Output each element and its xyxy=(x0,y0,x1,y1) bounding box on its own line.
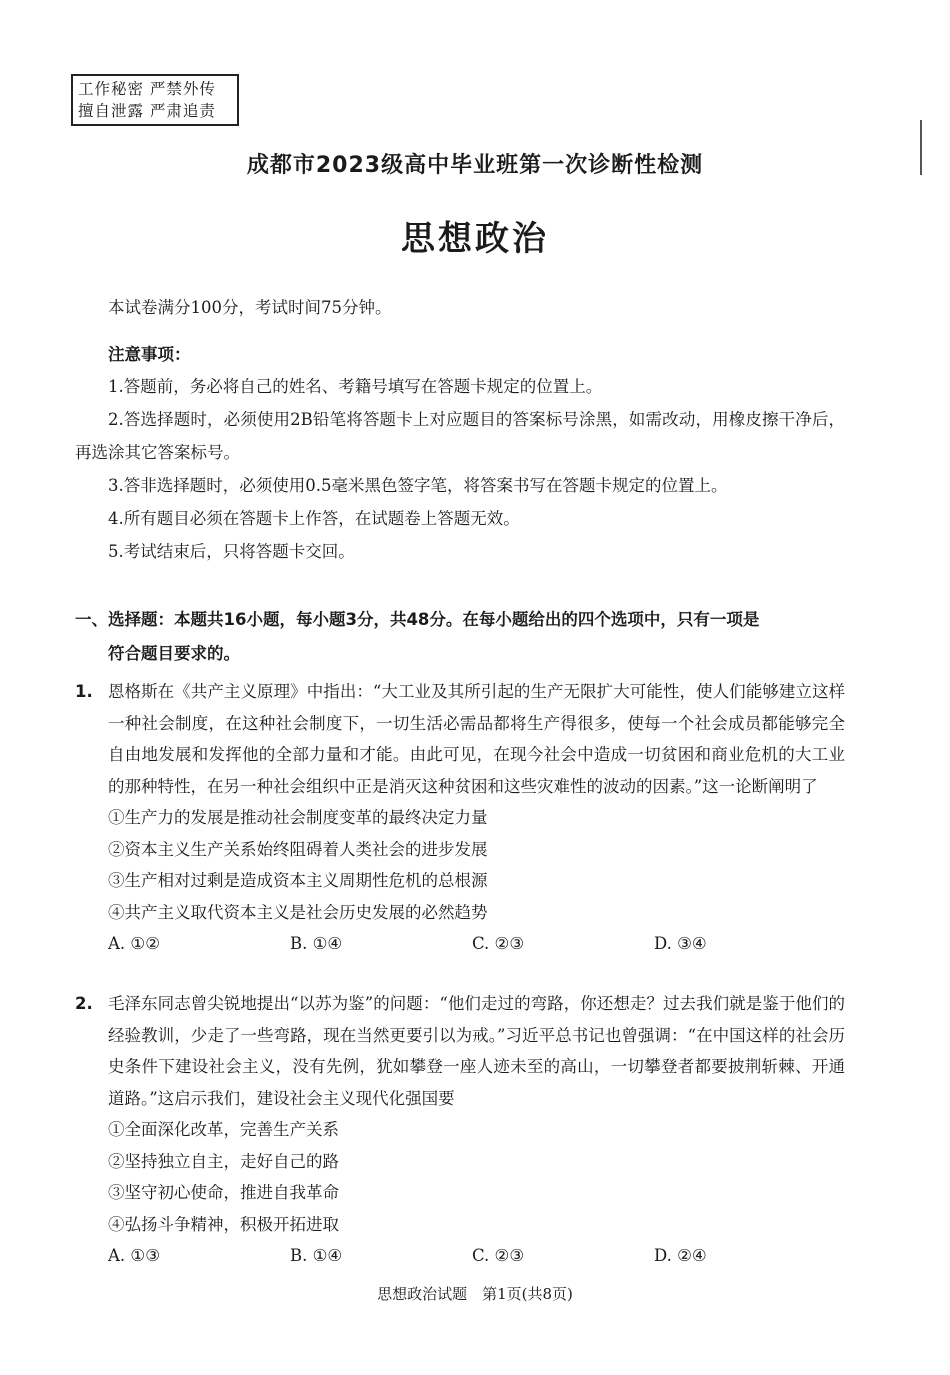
statement-option: ①生产力的发展是推动社会制度变革的最终决定力量 xyxy=(108,808,488,827)
subject-title: 思想政治 xyxy=(401,219,549,259)
choice-c: C. ②③ xyxy=(472,1246,525,1265)
notice-item: 2.答选择题时，必须使用2B铅笔将答题卡上对应题目的答案标号涂黑，如需改动，用橡皮擦干净后，再选涂其它答案标号。 xyxy=(75,410,845,462)
confidential-line-2: 擅自泄露 严肃追责 xyxy=(78,102,216,120)
statement-option: ②资本主义生产关系始终阻碍着人类社会的进步发展 xyxy=(108,839,488,859)
choice-a: A. ①③ xyxy=(108,1246,160,1265)
question-stem: 恩格斯在《共产主义原理》中指出：“大工业及其所引起的生产无限扩大可能性，使人们能够建立这样一种社会制度，在这种社会制度下，一切生活必需品都将生产得很多，使每一个社会成员都能够完全自由地发展和发挥他的全部力量和才能。由此可见，在现今社会中造成一切贫困和商业危机的大工业的那种特性，在另一种社会组织中正是消灭这种贫困和这些灾难性的波动的因素。”这一论断阐明了 xyxy=(108,682,845,796)
statement-option: ①全面深化改革，完善生产关系 xyxy=(108,1120,339,1139)
question-2 xyxy=(75,988,845,1272)
statement-option: ④共产主义取代资本主义是社会历史发展的必然趋势 xyxy=(108,902,488,922)
page-footer: 思想政治试题 第1页(共8页) xyxy=(377,1285,573,1303)
section-heading-line-1: 一、选择题：本题共16小题，每小题3分，共48分。在每小题给出的四个选项中，只有一项是 xyxy=(75,610,760,629)
choice-c: C. ②③ xyxy=(472,934,525,953)
answer-choices xyxy=(75,1240,845,1272)
choice-b: B. ①④ xyxy=(290,1246,343,1265)
question-stem: 毛泽东同志曾尖锐地提出“以苏为鉴”的问题：“他们走过的弯路，你还想走？过去我们就是鉴于他们的经验教训，少走了一些弯路，现在当然更要引以为戒。”习近平总书记也曾强调：“在中国这样的社会历史条件下建设社会主义，没有先例，犹如攀登一座人迹未至的高山，一切攀登者都要披荆斩棘、开通道路。”这启示我们，建设社会主义现代化强国要 xyxy=(108,994,845,1108)
statement-option: ③生产相对过剩是造成资本主义周期性危机的总根源 xyxy=(108,871,488,890)
choice-d: D. ③④ xyxy=(654,934,707,953)
notice-item: 3.答非选择题时，必须使用0.5毫米黑色签字笔，将答案书写在答题卡规定的位置上。 xyxy=(108,476,728,495)
notice-item: 1.答题前，务必将自己的姓名、考籍号填写在答题卡规定的位置上。 xyxy=(108,377,603,396)
question-1 xyxy=(75,676,845,960)
answer-choices xyxy=(75,928,845,960)
choice-a: A. ①② xyxy=(108,934,160,953)
choice-d: D. ②④ xyxy=(654,1246,707,1265)
section-heading xyxy=(75,603,850,671)
exam-intro: 本试卷满分100分，考试时间75分钟。 xyxy=(108,298,392,317)
notice-heading: 注意事项： xyxy=(108,345,191,364)
choice-b: B. ①④ xyxy=(290,934,343,953)
section-heading-line-2: 符合题目要求的。 xyxy=(108,644,240,663)
statement-option: ②坚持独立自主，走好自己的路 xyxy=(108,1151,339,1171)
confidential-notice-box xyxy=(71,74,239,126)
exam-title: 成都市2023级高中毕业班第一次诊断性检测 xyxy=(246,153,704,178)
question-number: 1. xyxy=(75,682,93,701)
notice-list xyxy=(75,370,845,568)
notice-item: 5.考试结束后，只将答题卡交回。 xyxy=(108,542,355,561)
statement-option: ④弘扬斗争精神，积极开拓进取 xyxy=(108,1214,339,1234)
statement-option: ③坚守初心使命，推进自我革命 xyxy=(108,1183,339,1202)
notice-item: 4.所有题目必须在答题卡上作答，在试题卷上答题无效。 xyxy=(108,509,520,528)
confidential-line-1: 工作秘密 严禁外传 xyxy=(78,80,216,98)
question-number: 2. xyxy=(75,994,93,1013)
